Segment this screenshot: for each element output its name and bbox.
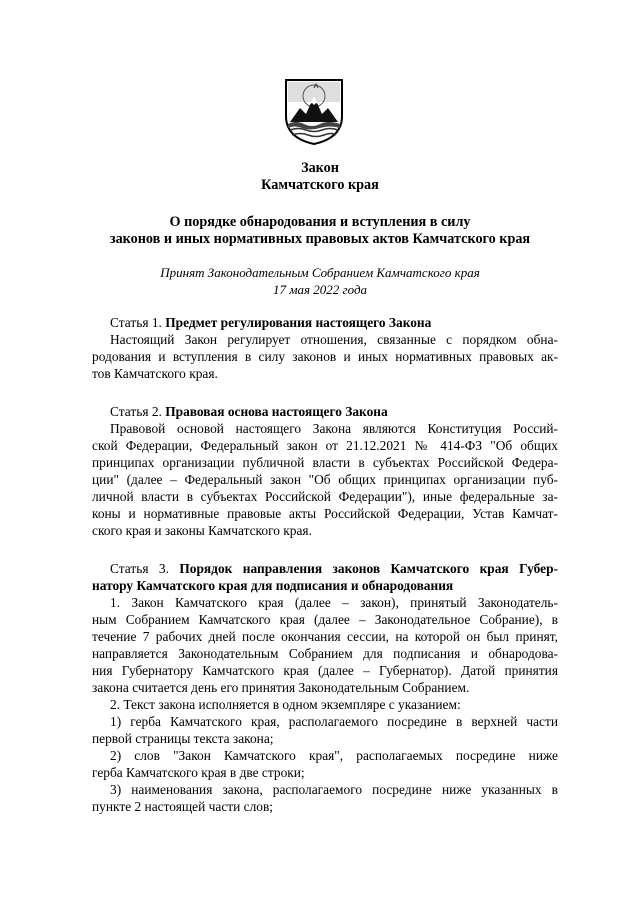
article-3-line: течение 7 рабочих дней после окончания сессии, на которой он был принят, xyxy=(92,629,558,644)
law-title: Закон xyxy=(301,160,339,176)
article-3-line: закона считается день его принятия Законодательным Собранием. xyxy=(92,680,470,695)
article-3-line: пункте 2 настоящей части слов; xyxy=(92,799,273,814)
article-3-line: 1) герба Камчатского края, располагаемого посредине в верхней части xyxy=(110,714,558,729)
law-subject-line-1: О порядке обнародования и вступления в силу xyxy=(169,214,471,230)
article-2-line: коны и нормативные правовые акты Российской Федерации, Устав Камчат- xyxy=(92,506,558,521)
article-2-line: ской Федерации, Федеральный закон от 21.12.2021 № 414-ФЗ "Об общих xyxy=(92,438,558,453)
adoption-date: 17 мая 2022 года xyxy=(272,282,368,297)
article-1-line: Настоящий Закон регулирует отношения, связанные с порядком обна- xyxy=(110,332,558,347)
article-3-line: ным Собранием Камчатского края (далее – Законодательное Собрание), в xyxy=(92,612,558,627)
article-1-prefix: Статья 1. xyxy=(110,315,166,330)
article-3-line: ния Губернатору Камчатского края (далее – Губернатор). Датой принятия xyxy=(92,663,558,678)
article-2-prefix: Статья 2. xyxy=(110,404,166,419)
article-3-heading-cont: натору Камчатского края для подписания и обнародования xyxy=(92,578,454,593)
article-2-line: Правовой основой настоящего Закона являются Конституция Россий- xyxy=(110,421,558,436)
article-3-title: Порядок направления законов Камчатского края Губер- xyxy=(179,561,558,576)
law-subject-line-2: законов и иных нормативных правовых актов Камчатского края xyxy=(109,231,531,247)
article-2-line: личной власти в субъектах Российской Федерации"), иные федеральные за- xyxy=(92,489,558,504)
article-3-line: 3) наименования закона, располагаемого посредине ниже указанных в xyxy=(110,782,558,797)
article-3-line: 1. Закон Камчатского края (далее – закон), принятый Законодатель- xyxy=(110,595,558,610)
article-1-line: тов Камчатского края. xyxy=(92,366,218,381)
article-1-title: Предмет регулирования настоящего Закона xyxy=(165,315,432,330)
article-3-line: герба Камчатского края в две строки; xyxy=(92,765,305,780)
article-2-heading xyxy=(110,403,558,420)
article-3-prefix: Статья 3. xyxy=(110,561,180,576)
article-3-line: 2. Текст закона исполняется в одном экземпляре с указанием: xyxy=(110,697,461,712)
article-2-title: Правовая основа настоящего Закона xyxy=(165,404,388,419)
article-3-line: первой страницы текста закона; xyxy=(92,731,274,746)
article-1-line: родования и вступления в силу законов и иных нормативных правовых ак- xyxy=(92,349,558,364)
adoption-note: Принят Законодательным Собранием Камчатского края xyxy=(160,265,480,280)
article-3-heading xyxy=(110,560,558,577)
law-title-region: Камчатского края xyxy=(261,177,379,193)
article-3-line: направляется Законодательным Собранием для подписания и обнародова- xyxy=(92,646,558,661)
article-3-line: 2) слов "Закон Камчатского края", располагаемых посредине ниже xyxy=(110,748,558,763)
article-2-line: ции" (далее – Федеральный закон "Об общих принципах организации пуб- xyxy=(92,472,558,487)
coat-of-arms-icon xyxy=(284,78,344,146)
article-2-line: принципах организации публичной власти в субъектах Российской Федера- xyxy=(92,455,558,470)
article-2-line: ского края и законы Камчатского края. xyxy=(92,523,312,538)
article-1-heading xyxy=(110,314,558,331)
